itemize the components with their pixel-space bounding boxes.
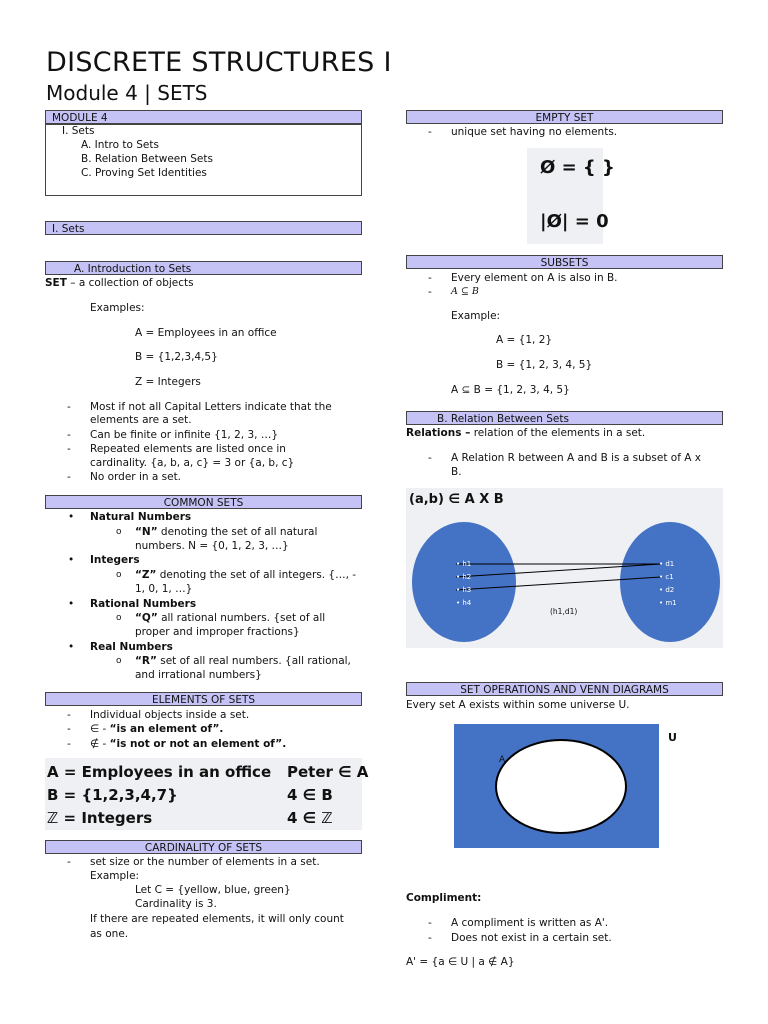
toc-item: A. Intro to Sets xyxy=(81,139,159,151)
note-text: Can be finite or infinite {1, 2, 3, …} xyxy=(90,429,279,441)
dash-bullet: - xyxy=(67,401,71,413)
empty-set-formula: Ø = { } xyxy=(540,157,615,178)
dash-bullet: - xyxy=(428,452,432,464)
elements-example-image xyxy=(45,758,369,830)
set-b-element: • m1 xyxy=(659,599,677,607)
dash-bullet: - xyxy=(67,738,71,750)
dash-bullet: - xyxy=(67,443,71,455)
dash-bullet: - xyxy=(67,471,71,483)
elements-example-right: 4 ∈ B xyxy=(287,786,333,804)
subsets-example: A = {1, 2} xyxy=(496,334,553,346)
elements-example-left: A = Employees in an office xyxy=(47,763,272,781)
set-b-element: • d1 xyxy=(659,560,675,568)
note-text: cardinality. {a, b, a, c} = 3 or {a, b, c} xyxy=(90,457,295,469)
set-a-element: • h2 xyxy=(456,573,472,581)
empty-set-image xyxy=(527,148,615,244)
toc-item: B. Relation Between Sets xyxy=(81,153,213,165)
set-definition: SET – a collection of objects xyxy=(45,277,194,289)
section-header-operations: SET OPERATIONS AND VENN DIAGRAMS xyxy=(406,682,723,696)
venn-universe xyxy=(454,724,659,848)
section-header-common-sets: COMMON SETS xyxy=(45,495,362,509)
venn-universe-label: U xyxy=(668,731,677,744)
section-header-relations: B. Relation Between Sets xyxy=(406,411,723,425)
subsets-result: A ⊆ B = {1, 2, 3, 4, 5} xyxy=(451,384,570,396)
examples-label: Examples: xyxy=(90,302,145,314)
set-b-element: • c1 xyxy=(659,573,674,581)
empty-set-cardinality: |Ø| = 0 xyxy=(540,211,609,232)
common-set-desc: and irrational numbers} xyxy=(135,669,262,681)
elements-example-left: ℤ = Integers xyxy=(47,809,153,827)
example-item: Z = Integers xyxy=(135,376,201,388)
set-a-element: • h3 xyxy=(456,586,472,594)
set-a-element: • h4 xyxy=(456,599,472,607)
toc-item: C. Proving Set Identities xyxy=(81,167,207,179)
bullet-circle: o xyxy=(116,613,122,623)
subsets-line: A ⊆ B xyxy=(451,286,479,297)
toc-header: MODULE 4 xyxy=(45,110,362,124)
cardinality-line: set size or the number of elements in a set. xyxy=(90,856,320,868)
dash-bullet: - xyxy=(67,429,71,441)
elements-example-right: 4 ∈ ℤ xyxy=(287,809,333,827)
relation-diagram-svg xyxy=(406,488,723,648)
subsets-example: Example: xyxy=(451,310,501,322)
section-header-empty-set: EMPTY SET xyxy=(406,110,723,124)
relation-diagram xyxy=(406,488,723,648)
dash-bullet: - xyxy=(428,917,432,929)
note-text: elements are a set. xyxy=(90,414,192,426)
common-set-desc: “R” set of all real numbers. {all rational, xyxy=(135,655,351,667)
page-title: DISCRETE STRUCTURES I xyxy=(46,47,392,78)
subsets-line: Every element on A is also in B. xyxy=(451,272,618,284)
section-header-sets: I. Sets xyxy=(45,221,362,235)
relation-pair-label: (h1,d1) xyxy=(550,607,578,616)
dash-bullet: - xyxy=(428,932,432,944)
example-item: A = Employees in an office xyxy=(135,327,277,339)
subsets-example: B = {1, 2, 3, 4, 5} xyxy=(496,359,593,371)
elements-example-right: Peter ∈ A xyxy=(287,763,369,781)
relations-def: Relations – relation of the elements in a set. xyxy=(406,427,646,439)
note-text: Most if not all Capital Letters indicate that the xyxy=(90,401,332,413)
bullet-dot: • xyxy=(68,511,75,523)
bullet-dot: • xyxy=(68,598,75,610)
common-set-name: Natural Numbers xyxy=(90,511,192,523)
bullet-circle: o xyxy=(116,527,122,537)
bullet-circle: o xyxy=(116,570,122,580)
common-set-name: Real Numbers xyxy=(90,641,173,653)
compliment-title: Compliment: xyxy=(406,892,482,904)
relation-diagram-title: (a,b) ∈ A X B xyxy=(409,492,504,507)
note-text: Repeated elements are listed once in xyxy=(90,443,286,455)
toc-item: I. Sets xyxy=(62,125,95,137)
bullet-dot: • xyxy=(68,554,75,566)
venn-set-a-circle xyxy=(495,739,627,834)
bullet-dot: • xyxy=(68,641,75,653)
common-set-desc: “Z” denoting the set of all integers. {…, - xyxy=(135,569,357,581)
relations-line: A Relation R between A and B is a subset of A x xyxy=(451,452,702,464)
common-set-name: Rational Numbers xyxy=(90,598,197,610)
venn-set-a-label: A xyxy=(499,755,506,765)
common-set-name: Integers xyxy=(90,554,140,566)
cardinality-line: Cardinality is 3. xyxy=(135,898,217,910)
cardinality-line: as one. xyxy=(90,928,129,940)
compliment-formula: A' = {a ∈ U | a ∉ A} xyxy=(406,956,515,968)
set-b-element: • d2 xyxy=(659,586,675,594)
section-header-intro: A. Introduction to Sets xyxy=(45,261,362,275)
dash-bullet: - xyxy=(67,709,71,721)
page-subtitle: Module 4 | SETS xyxy=(46,81,208,105)
note-text: No order in a set. xyxy=(90,471,182,483)
common-set-desc: proper and improper fractions} xyxy=(135,626,300,638)
dash-bullet: - xyxy=(67,856,71,868)
cardinality-line: Example: xyxy=(90,870,140,882)
operations-line: Every set A exists within some universe U. xyxy=(406,699,630,711)
common-set-desc: “N” denoting the set of all natural xyxy=(135,526,318,538)
elements-line: ∈ - “is an element of”. xyxy=(90,723,224,735)
section-header-cardinality: CARDINALITY OF SETS xyxy=(45,840,362,854)
cardinality-line: Let C = {yellow, blue, green} xyxy=(135,884,291,896)
bullet-circle: o xyxy=(116,656,122,666)
elements-line: ∉ - “is not or not an element of”. xyxy=(90,738,287,750)
set-a-element: • h1 xyxy=(456,560,472,568)
compliment-line: A compliment is written as A'. xyxy=(451,917,609,929)
dash-bullet: - xyxy=(428,272,432,284)
section-header-subsets: SUBSETS xyxy=(406,255,723,269)
example-item: B = {1,2,3,4,5} xyxy=(135,351,218,363)
elements-line: Individual objects inside a set. xyxy=(90,709,250,721)
common-set-desc: “Q” all rational numbers. {set of all xyxy=(135,612,326,624)
cardinality-line: If there are repeated elements, it will only count xyxy=(90,913,344,925)
elements-example-left: B = {1,2,3,4,7} xyxy=(47,786,178,804)
relations-line: B. xyxy=(451,466,462,478)
dash-bullet: - xyxy=(428,286,432,298)
empty-set-def: unique set having no elements. xyxy=(451,126,618,138)
section-header-elements: ELEMENTS OF SETS xyxy=(45,692,362,706)
compliment-line: Does not exist in a certain set. xyxy=(451,932,612,944)
dash-bullet: - xyxy=(67,723,71,735)
dash-bullet: - xyxy=(428,126,432,138)
common-set-desc: 1, 0, 1, …} xyxy=(135,583,193,595)
common-set-desc: numbers. N = {0, 1, 2, 3, …} xyxy=(135,540,289,552)
